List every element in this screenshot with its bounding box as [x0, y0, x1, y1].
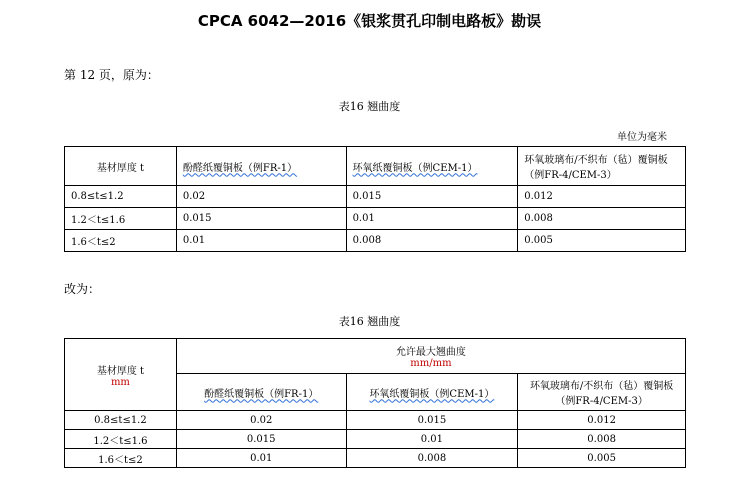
- unit-note: 单位为毫米: [617, 132, 667, 143]
- table-row: [65, 230, 686, 252]
- document-title: CPCA 6042—2016《银浆贯孔印制电路板》勘误: [197, 12, 542, 30]
- table-cell: 0.008: [518, 430, 686, 449]
- warpage-unit: mm/mm: [410, 358, 452, 369]
- original-label: 第 12 页，原为：: [64, 68, 159, 82]
- table-cell: 0.005: [518, 230, 686, 252]
- table-cell: 0.008: [346, 230, 518, 252]
- table-cell: 0.005: [518, 449, 686, 468]
- header-fr4: 环氧玻璃布/不织布（毡）覆铜板（例FR-4/CEM-3）: [518, 374, 686, 411]
- table-cell: 0.015: [176, 208, 346, 230]
- table-row: [65, 208, 686, 230]
- table-cell: 0.015: [346, 186, 518, 208]
- corrected-table-caption: 表16 翘曲度: [338, 315, 401, 328]
- table-header-row: [65, 147, 686, 186]
- table-cell: 0.01: [176, 230, 346, 252]
- header-thickness: 基材厚度 t: [65, 147, 177, 186]
- table-cell: 1.6＜t≤2: [65, 449, 177, 468]
- table-cell: 0.012: [518, 186, 686, 208]
- table-cell: 1.6＜t≤2: [65, 230, 177, 252]
- corrected-label: 改为：: [64, 282, 101, 296]
- table-cell: 0.01: [346, 430, 518, 449]
- table-row: [65, 430, 686, 449]
- original-warpage-table: [64, 146, 686, 252]
- table-cell: 0.8≤t≤1.2: [65, 186, 177, 208]
- table-cell: 0.015: [346, 411, 518, 430]
- header-fr4: 环氧玻璃布/不织布（毡）覆铜板（例FR-4/CEM-3）: [518, 147, 686, 186]
- table-cell: 0.015: [176, 430, 346, 449]
- table-header-row: [65, 339, 686, 374]
- table-cell: 0.01: [176, 449, 346, 468]
- table-row: [65, 411, 686, 430]
- table-cell: 0.02: [176, 411, 346, 430]
- original-table-caption: 表16 翘曲度: [338, 100, 401, 113]
- header-fr1: 酚醛纸覆铜板（例FR-1）: [176, 147, 346, 186]
- table-cell: 0.012: [518, 411, 686, 430]
- thickness-unit: mm: [110, 376, 130, 388]
- header-fr1: 酚醛纸覆铜板（例FR-1）: [176, 374, 346, 411]
- header-thickness: 基材厚度 t mm: [65, 339, 177, 411]
- header-cem1: 环氧纸覆铜板（例CEM-1）: [346, 374, 518, 411]
- table-cell: 0.008: [346, 449, 518, 468]
- table-cell: 0.8≤t≤1.2: [65, 411, 177, 430]
- table-cell: 1.2＜t≤1.6: [65, 430, 177, 449]
- table-cell: 0.008: [518, 208, 686, 230]
- header-max-warpage: 允许最大翘曲度 mm/mm: [176, 339, 685, 374]
- table-cell: 0.01: [346, 208, 518, 230]
- table-row: [65, 449, 686, 468]
- table-row: [65, 186, 686, 208]
- corrected-warpage-table: [64, 338, 686, 468]
- table-cell: 0.02: [176, 186, 346, 208]
- table-cell: 1.2＜t≤1.6: [65, 208, 177, 230]
- header-cem1: 环氧纸覆铜板（例CEM-1）: [346, 147, 518, 186]
